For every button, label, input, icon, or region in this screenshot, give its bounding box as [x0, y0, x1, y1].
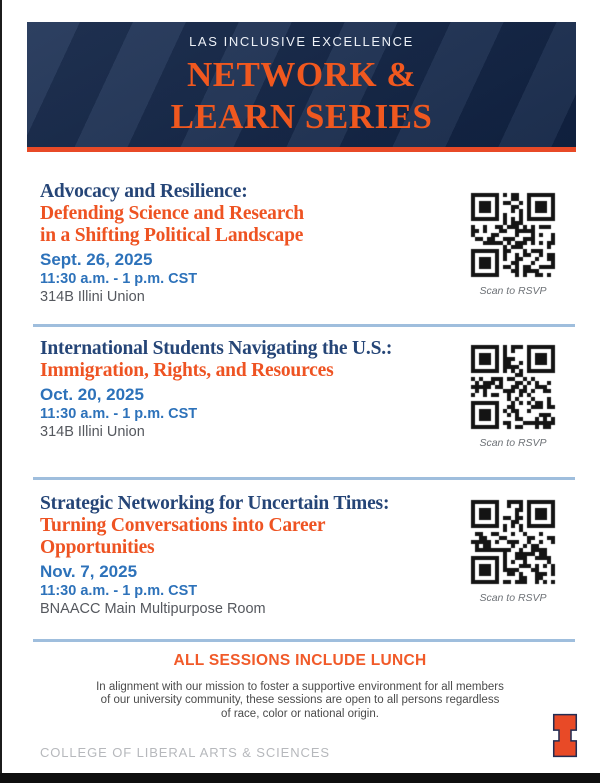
header-title-line1: NETWORK & — [186, 55, 417, 94]
event-date: Oct. 20, 2025 — [40, 385, 144, 404]
illinois-block-i-logo — [551, 712, 579, 759]
event-subtitle-line: Turning Conversations into Career — [40, 515, 326, 536]
event-date: Nov. 7, 2025 — [40, 562, 138, 581]
college-name: COLLEGE OF LIBERAL ARTS & SCIENCES — [40, 745, 330, 760]
qr-code-icon — [470, 192, 556, 278]
qr-caption: Scan to RSVP — [479, 437, 547, 449]
event-subtitle-line: Immigration, Rights, and Resources — [40, 360, 334, 381]
header-title — [27, 54, 576, 138]
event-2-qr-block — [459, 344, 567, 449]
header-banner — [27, 22, 576, 147]
event-subtitle-line: Defending Science and Research — [40, 203, 304, 224]
event-title: Advocacy and Resilience: — [40, 181, 248, 202]
qr-caption: Scan to RSVP — [479, 592, 547, 604]
section-divider — [33, 639, 575, 642]
header-orange-rule — [27, 147, 576, 152]
event-location: 314B Illini Union — [40, 289, 145, 305]
section-divider — [33, 477, 575, 480]
event-2 — [40, 338, 458, 441]
header-title-line2: LEARN SERIES — [170, 97, 433, 136]
event-3-qr-block — [459, 499, 567, 604]
event-time: 11:30 a.m. - 1 p.m. CST — [40, 583, 198, 599]
event-date: Sept. 26, 2025 — [40, 250, 153, 269]
event-location: 314B Illini Union — [40, 424, 145, 440]
page-bottom-edge — [0, 773, 600, 783]
inclusion-disclaimer: In alignment with our mission to foster a supportive environment for all members of our university community, these sessions are open to all persons regardless of race, color or national origin. — [96, 681, 504, 720]
event-location: BNAACC Main Multipurpose Room — [40, 601, 266, 617]
lunch-banner: ALL SESSIONS INCLUDE LUNCH — [173, 652, 427, 669]
qr-code-icon — [470, 344, 556, 430]
header-eyebrow: LAS INCLUSIVE EXCELLENCE — [189, 34, 414, 49]
event-time: 11:30 a.m. - 1 p.m. CST — [40, 271, 198, 287]
qr-caption: Scan to RSVP — [479, 285, 547, 297]
event-title: Strategic Networking for Uncertain Times: — [40, 493, 390, 514]
event-1 — [40, 181, 458, 306]
event-time: 11:30 a.m. - 1 p.m. CST — [40, 406, 198, 422]
event-subtitle-line: Opportunities — [40, 537, 155, 558]
section-divider — [33, 324, 575, 327]
qr-code-icon — [470, 499, 556, 585]
event-1-qr-block — [459, 192, 567, 297]
event-subtitle-line: in a Shifting Political Landscape — [40, 225, 304, 246]
event-3 — [40, 493, 458, 618]
event-title: International Students Navigating the U.S.: — [40, 338, 393, 359]
